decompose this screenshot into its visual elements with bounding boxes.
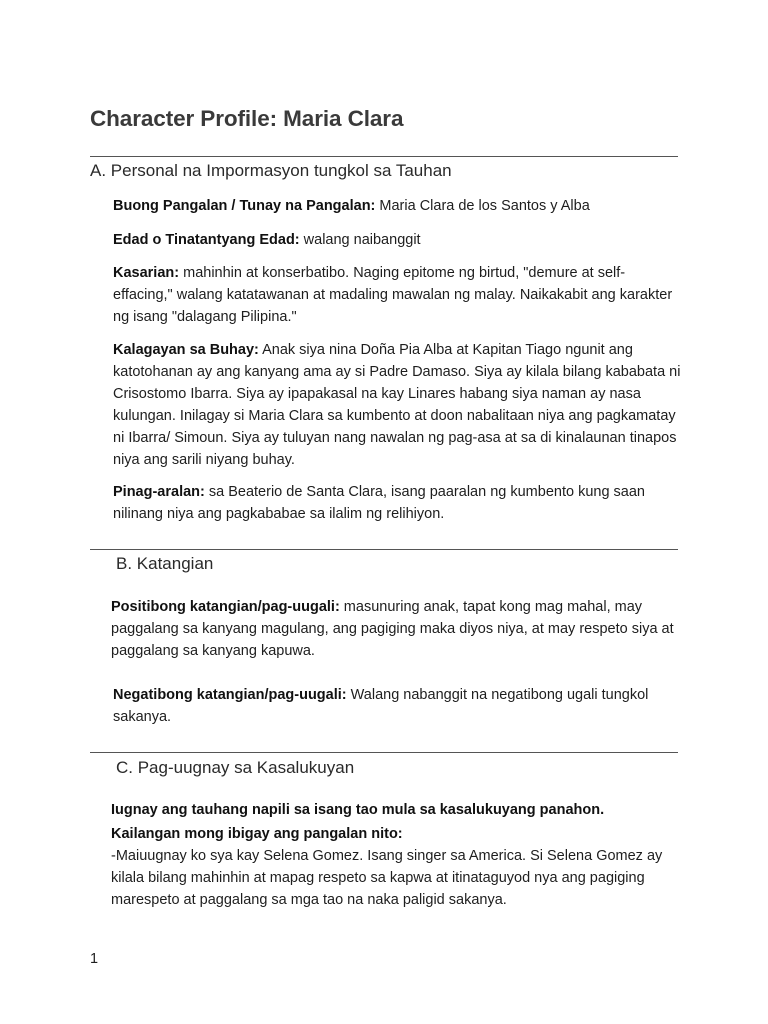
section-c-prompt-line2 — [111, 823, 681, 845]
field-full-name — [113, 195, 683, 217]
field-label: Positibong katangian/pag-uugali: — [111, 599, 340, 615]
section-c-heading: C. Pag-uugnay sa Kasalukuyan — [116, 758, 355, 777]
page-number: 1 — [90, 951, 99, 967]
field-value: masunuring anak, tapat kong mag mahal, may paggalang sa kanyang magulang, ang pagiging maka diyos niya, at may respeto siya at paggalang sa kanyang kapuwa. — [111, 599, 674, 659]
section-c-prompt-line1 — [111, 799, 681, 821]
field-life-status — [113, 339, 683, 471]
field-value: sa Beaterio de Santa Clara, isang paaralan ng kumbento kung saan nilinang niya ang pagkababae sa ilalim ng relihiyon. — [113, 484, 645, 522]
field-value: Anak siya nina Doña Pia Alba at Kapitan Tiago ngunit ang katotohanan ay ang kanyang ama ay si Padre Damaso. Siya ay kilala bilang kababata ni Crisostomo Ibarra. Siya ay ipapakasal na kay Linares habang siya naman ay nasa kulungan. Inilagay si Maria Clara sa kumbento at doon nabalitaan niya ang pagkamatay ni Ibarra/ Simoun. Siya ay tuluyan nang nawalan ng pag-asa at sa di kinalaunan tinapos niya ang sarili niyang buhay. — [113, 342, 681, 468]
field-label: Pinag-aralan: — [113, 484, 205, 500]
prompt-text: Iugnay ang tauhang napili sa isang tao mula sa kasalukuyang panahon. — [111, 802, 605, 818]
page-title: Character Profile: Maria Clara — [90, 106, 404, 131]
section-a-divider — [90, 156, 678, 157]
field-label: Negatibong katangian/pag-uugali: — [113, 687, 347, 703]
section-a-heading: A. Personal na Impormasyon tungkol sa Tauhan — [90, 161, 452, 180]
field-negative-traits — [113, 684, 683, 728]
field-value: Maria Clara de los Santos y Alba — [375, 198, 590, 214]
field-label: Kalagayan sa Buhay: — [113, 342, 259, 358]
section-b-heading: B. Katangian — [116, 554, 214, 573]
field-value: mahinhin at konserbatibo. Naging epitome ng birtud, "demure at self-effacing," walang katatawanan at madaling mawalan ng malay. Naikakabit ang karakter ng isang "dalagang Pilipina." — [113, 265, 673, 325]
field-value: walang naibanggit — [299, 232, 421, 248]
section-b-divider — [90, 549, 678, 550]
field-label: Edad o Tinatantyang Edad: — [113, 232, 300, 248]
field-label: Kasarian: — [113, 265, 180, 281]
prompt-text: Kailangan mong ibigay ang pangalan nito: — [111, 826, 403, 842]
field-value: Walang nabanggit na negatibong ugali tungkol sakanya. — [113, 687, 649, 725]
field-age — [113, 229, 683, 251]
section-c-divider — [90, 752, 678, 753]
field-label: Buong Pangalan / Tunay na Pangalan: — [113, 198, 376, 214]
field-positive-traits — [111, 596, 681, 662]
section-c-answer: -Maiuugnay ko sya kay Selena Gomez. Isang singer sa America. Si Selena Gomez ay kilala bilang mahinhin at mapag respeto sa kapwa at itinataguyod nya ang pagiging marespeto at paggalang sa mga tao na naka paligid sakanya. — [111, 848, 663, 908]
field-education — [113, 481, 683, 525]
field-gender — [113, 262, 683, 328]
